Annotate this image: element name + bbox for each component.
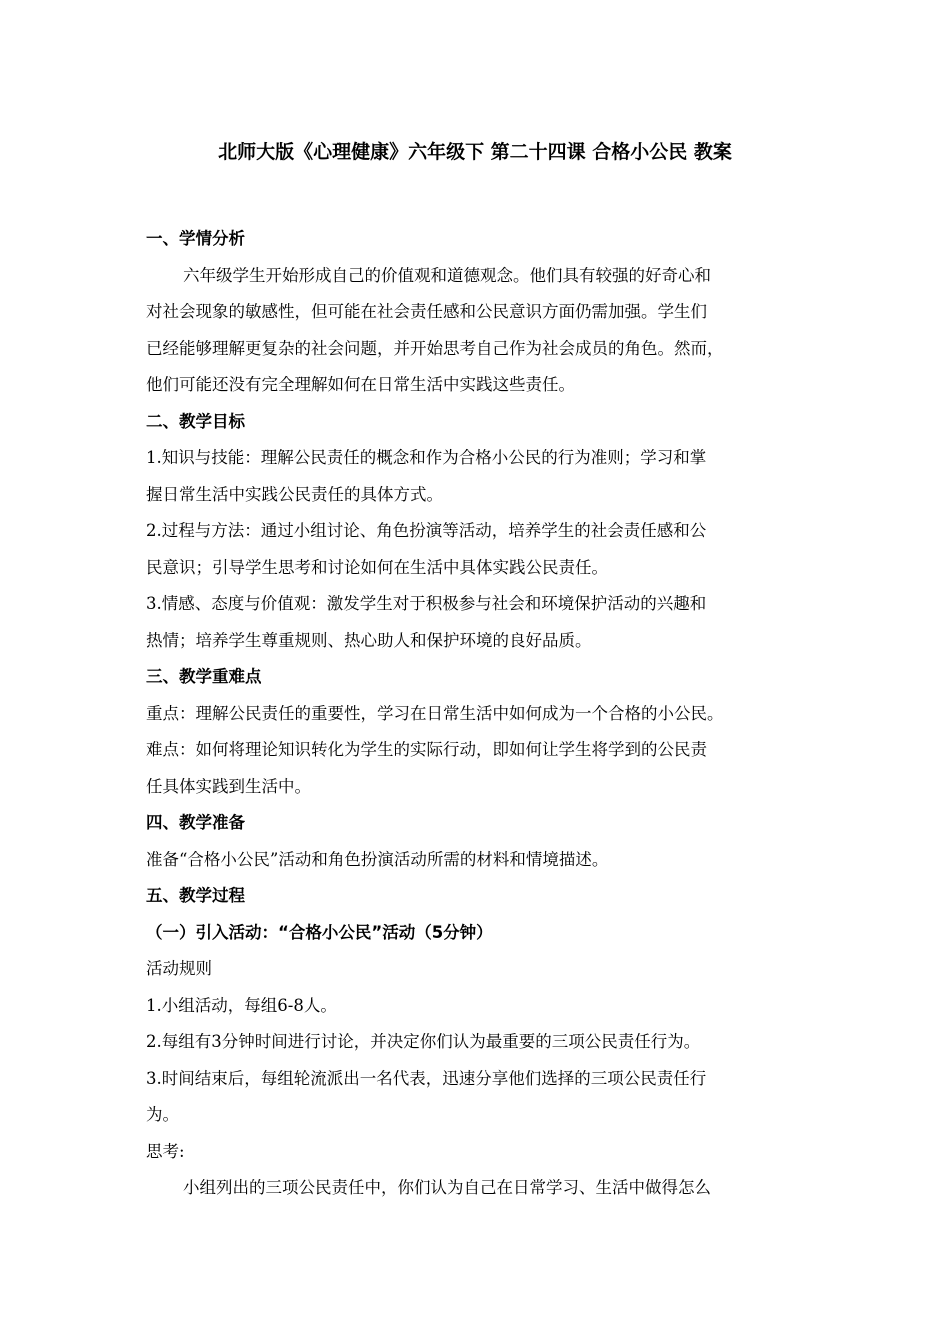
paragraph-line: 准备“合格小公民”活动和角色扮演活动所需的材料和情境描述。 — [146, 849, 609, 869]
section-heading-key-points: 三、教学重难点 — [146, 667, 262, 686]
paragraph-line: 难点：如何将理论知识转化为学生的实际行动，即如何让学生将学到的公民责 — [146, 740, 707, 759]
subsection-heading-intro-activity: （一）引入活动：“合格小公民”活动（5分钟） — [146, 922, 493, 942]
paragraph-line: 2.每组有3分钟时间进行讨论，并决定你们认为最重要的三项公民责任行为。 — [146, 1032, 701, 1051]
paragraph-line: 思考: — [146, 1141, 185, 1161]
paragraph-line: 重点：理解公民责任的重要性，学习在日常生活中如何成为一个合格的小公民。 — [146, 703, 724, 723]
paragraph-line: 六年级学生开始形成自己的价值观和道德观念。他们具有较强的好奇心和 — [183, 265, 711, 285]
paragraph-line: 他们可能还没有完全理解如何在日常生活中实践这些责任。 — [146, 375, 575, 394]
document-body — [146, 221, 806, 1207]
paragraph-line: 为。 — [146, 1105, 179, 1124]
paragraph-line: 小组列出的三项公民责任中，你们认为自己在日常学习、生活中做得怎么 — [183, 1178, 711, 1197]
paragraph-line: 1.小组活动，每组6-8人。 — [146, 995, 337, 1015]
document-title: 北师大版《心理健康》六年级下 第二十四课 合格小公民 教案 — [218, 141, 732, 163]
paragraph-line: 已经能够理解更复杂的社会问题，并开始思考自己作为社会成员的角色。然而， — [146, 338, 724, 358]
paragraph-line: 3.时间结束后，每组轮流派出一名代表，迅速分享他们选择的三项公民责任行 — [146, 1068, 707, 1088]
section-heading-teaching-goals: 二、教学目标 — [146, 411, 245, 431]
paragraph-line: 民意识；引导学生思考和讨论如何在生活中具体实践公民责任。 — [146, 557, 608, 577]
section-heading-preparation: 四、教学准备 — [146, 813, 245, 832]
paragraph-line: 对社会现象的敏感性，但可能在社会责任感和公民意识方面仍需加强。学生们 — [146, 302, 707, 321]
paragraph-line: 活动规则 — [146, 959, 212, 978]
paragraph-line: 握日常生活中实践公民责任的具体方式。 — [146, 484, 443, 504]
section-heading-student-analysis: 一、学情分析 — [146, 229, 245, 248]
paragraph-line: 热情；培养学生尊重规则、热心助人和保护环境的良好品质。 — [146, 630, 592, 650]
paragraph-line: 2.过程与方法：通过小组讨论、角色扮演等活动，培养学生的社会责任感和公 — [146, 521, 707, 540]
paragraph-line: 任具体实践到生活中。 — [146, 776, 311, 796]
paragraph-line: 1.知识与技能：理解公民责任的概念和作为合格小公民的行为准则；学习和掌 — [146, 448, 707, 467]
section-heading-teaching-process: 五、教学过程 — [146, 886, 245, 905]
paragraph-line: 3.情感、态度与价值观：激发学生对于积极参与社会和环境保护活动的兴趣和 — [146, 594, 707, 613]
